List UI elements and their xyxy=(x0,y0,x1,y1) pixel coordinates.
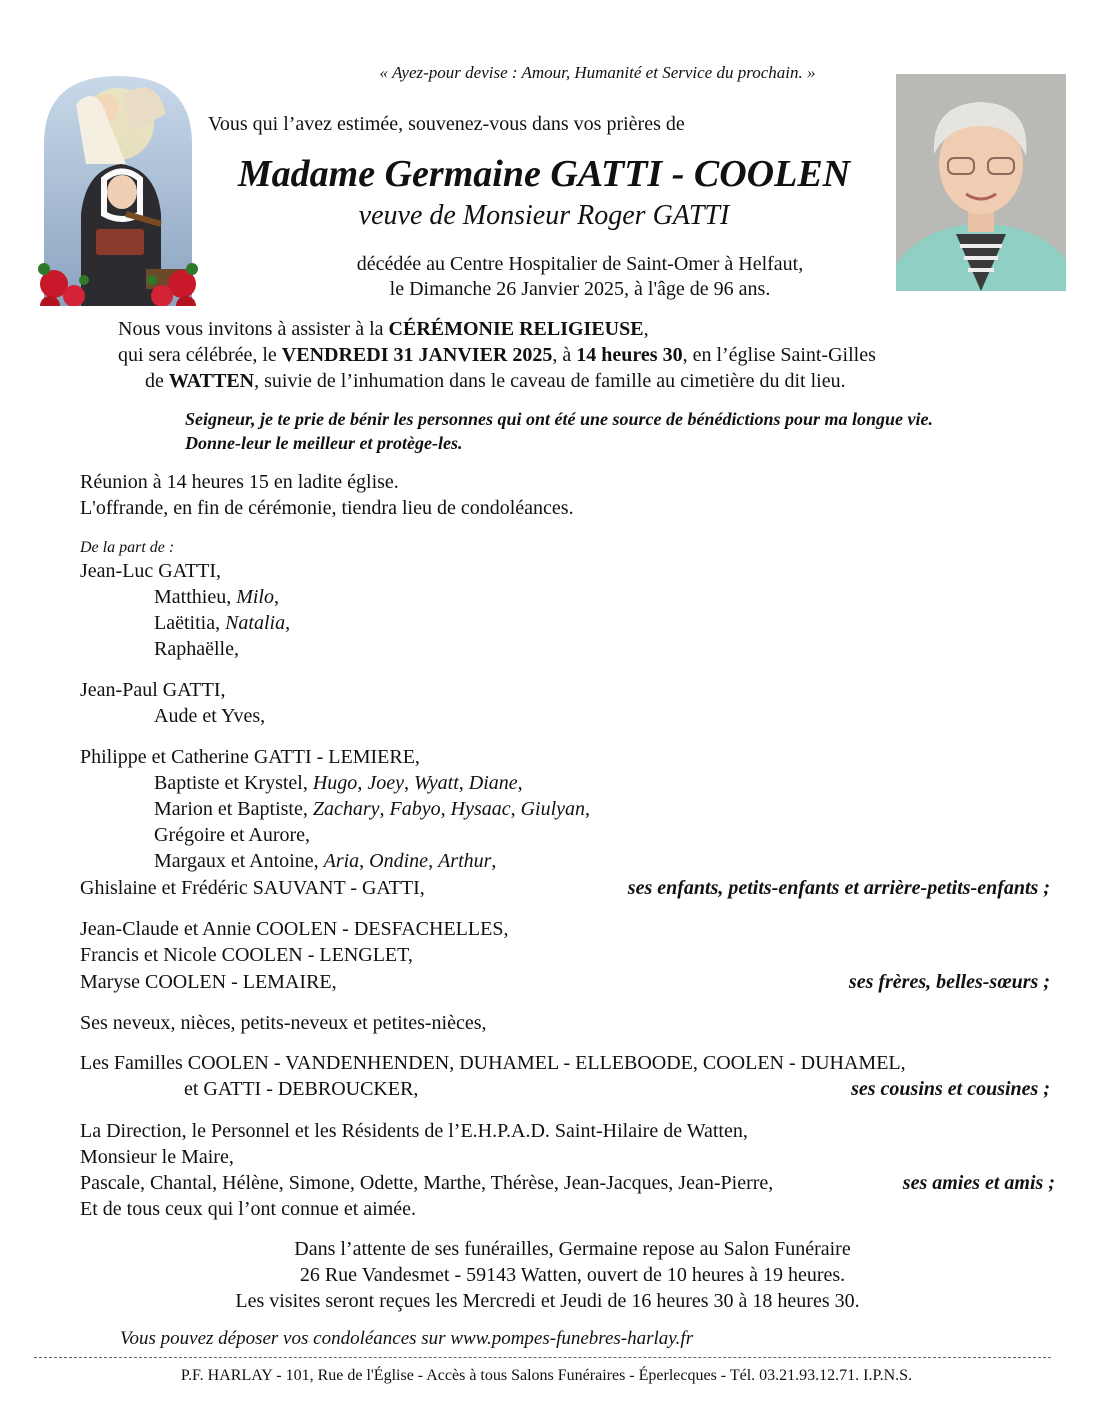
family-ph-4: Margaux et Antoine, Aria, Ondine, Arthur, xyxy=(154,850,497,872)
death-place: décédée au Centre Hospitalier de Saint-Omer à Helfaut, xyxy=(356,253,804,275)
family-jl: Jean-Luc GATTI, xyxy=(80,560,222,582)
all-text: Et de tous ceux qui l’ont connue et aimée. xyxy=(80,1198,417,1220)
family-gh: Ghislaine et Frédéric SAUVANT - GATTI, xyxy=(80,877,425,899)
cousins-label: ses cousins et cousines ; xyxy=(851,1078,1050,1100)
footer-text: P.F. HARLAY - 101, Rue de l'Église - Accès à tous Salons Funéraires - Éperlecques - Tél. 03.21.93.12.71. I.P.N.S. xyxy=(180,1367,913,1384)
prayer-line-2: Donne-leur le meilleur et protège-les. xyxy=(185,433,463,453)
family-ph-2: Marion et Baptiste, Zachary, Fabyo, Hysaac, Giulyan, xyxy=(154,798,591,820)
family-jl-1: Matthieu, Milo, xyxy=(154,586,279,608)
family-ph: Philippe et Catherine GATTI - LEMIERE, xyxy=(80,746,420,768)
rest-line-1: Dans l’attente de ses funérailles, Germaine repose au Salon Funéraire xyxy=(294,1238,851,1260)
rest-line-3: Les visites seront reçues les Mercredi et Jeudi de 16 heures 30 à 18 heures 30. xyxy=(235,1290,860,1312)
ehpad-text: La Direction, le Personnel et les Résidents de l’E.H.P.A.D. Saint-Hilaire de Watten, xyxy=(80,1120,748,1142)
footer-divider xyxy=(34,1357,1051,1358)
family-ph-1: Baptiste et Krystel, Hugo, Joey, Wyatt, Diane, xyxy=(154,772,523,794)
siblings-label: ses frères, belles-sœurs ; xyxy=(848,971,1050,993)
ceremony-line-3: de WATTEN, suivie de l’inhumation dans le caveau de famille au cimetière du dit lieu. xyxy=(145,370,846,392)
nephews-text: Ses neveux, nièces, petits-neveux et petites-nièces, xyxy=(80,1012,487,1034)
saint-rita-image xyxy=(36,74,200,306)
family-jp-1: Aude et Yves, xyxy=(154,705,266,727)
meeting-text: Réunion à 14 heures 15 en ladite église. xyxy=(80,471,399,493)
death-date: le Dimanche 26 Janvier 2025, à l'âge de 96 ans. xyxy=(389,278,771,300)
motto: « Ayez-pour devise : Amour, Humanité et Service du prochain. » xyxy=(379,63,816,82)
rest-line-2: 26 Rue Vandesmet - 59143 Watten, ouvert de 10 heures à 19 heures. xyxy=(299,1264,846,1286)
children-label: ses enfants, petits-enfants et arrière-petits-enfants ; xyxy=(627,877,1050,899)
ceremony-line-1: Nous vous invitons à assister à la CÉRÉMONIE RELIGIEUSE, xyxy=(118,318,649,340)
families-line-2: et GATTI - DEBROUCKER, xyxy=(184,1078,419,1100)
offering-text: L'offrande, en fin de cérémonie, tiendra lieu de condoléances. xyxy=(80,497,574,519)
prayer-line-1: Seigneur, je te prie de bénir les personnes qui ont été une source de bénédictions pour ma longue vie. xyxy=(185,409,934,429)
family-jc: Jean-Claude et Annie COOLEN - DESFACHELLES, xyxy=(80,918,509,940)
family-ma: Maryse COOLEN - LEMAIRE, xyxy=(80,971,337,993)
mayor-text: Monsieur le Maire, xyxy=(80,1146,234,1168)
families-line-1: Les Familles COOLEN - VANDENHENDEN, DUHAMEL - ELLEBOODE, COOLEN - DUHAMEL, xyxy=(80,1052,906,1074)
friends-text: Pascale, Chantal, Hélène, Simone, Odette, Marthe, Thérèse, Jean-Jacques, Jean-Pierre, xyxy=(80,1172,774,1194)
ceremony-line-2: qui sera célébrée, le VENDREDI 31 JANVIER 2025, à 14 heures 30, en l’église Saint-Gilles xyxy=(118,344,876,366)
family-ph-3: Grégoire et Aurore, xyxy=(154,824,311,846)
widow-of: veuve de Monsieur Roger GATTI xyxy=(358,200,730,231)
condolences-text: Vous pouvez déposer vos condoléances sur www.pompes-funebres-harlay.fr xyxy=(120,1328,694,1349)
family-fr: Francis et Nicole COOLEN - LENGLET, xyxy=(80,944,413,966)
intro-text: Vous qui l’avez estimée, souvenez-vous dans vos prières de xyxy=(208,113,685,135)
friends-label: ses amies et amis ; xyxy=(902,1172,1055,1194)
from-label: De la part de : xyxy=(80,539,175,556)
deceased-name: Madame Germaine GATTI - COOLEN xyxy=(237,153,851,195)
family-jl-2: Laëtitia, Natalia, xyxy=(154,612,291,634)
family-jl-3: Raphaëlle, xyxy=(154,638,239,660)
family-jp: Jean-Paul GATTI, xyxy=(80,679,226,701)
